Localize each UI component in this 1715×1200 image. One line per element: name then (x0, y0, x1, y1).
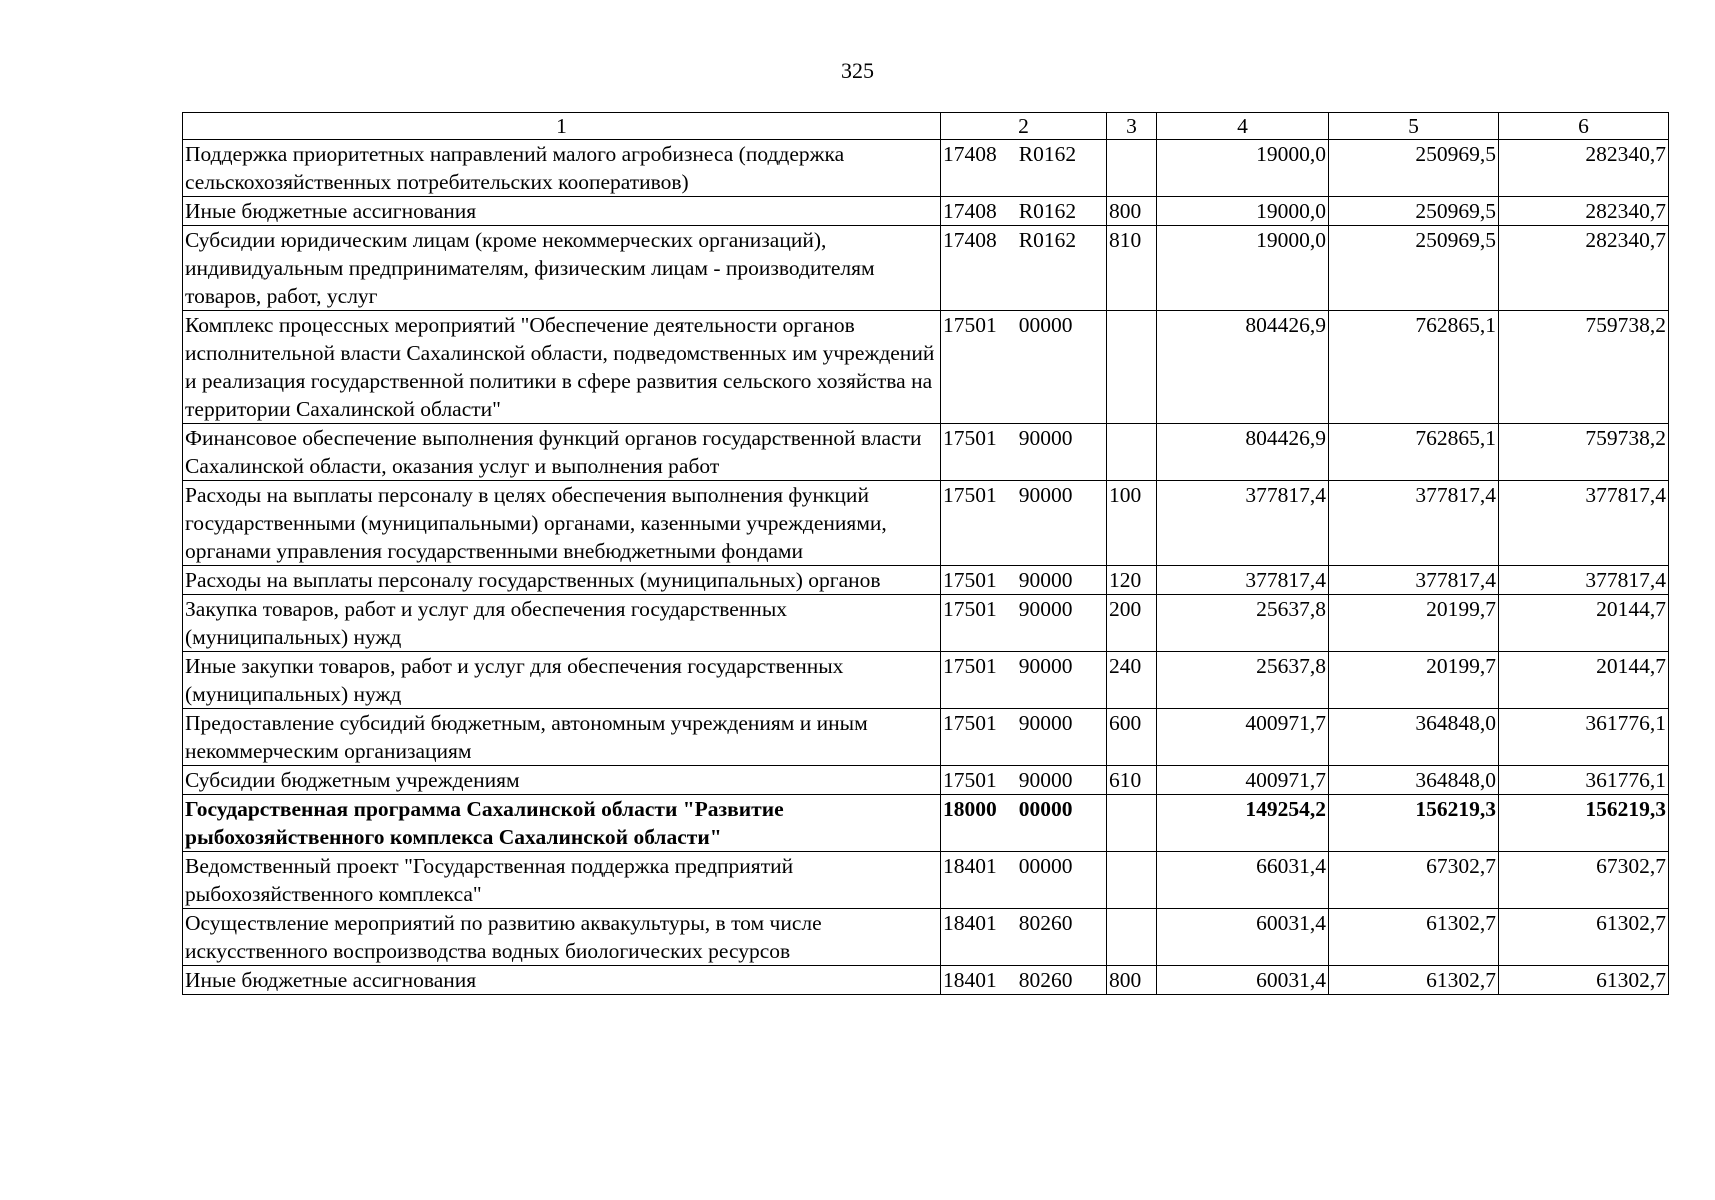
row-value-col4: 25637,8 (1157, 652, 1329, 709)
row-expense-type (1107, 852, 1157, 909)
row-code-direction: 90000 (1018, 711, 1073, 735)
row-value-col5: 61302,7 (1329, 966, 1499, 995)
header-col-1: 1 (183, 113, 941, 140)
table-row (183, 595, 1669, 652)
table-header (183, 113, 1669, 140)
row-code (941, 709, 1107, 766)
row-name: Предоставление субсидий бюджетным, автономным учреждениям и иным некоммерческим организациям (183, 709, 941, 766)
row-expense-type (1107, 311, 1157, 424)
header-col-6: 6 (1499, 113, 1669, 140)
row-expense-type (1107, 909, 1157, 966)
row-name: Субсидии бюджетным учреждениям (183, 766, 941, 795)
row-code-program: 17408 (943, 142, 997, 166)
row-value-col5: 250969,5 (1329, 197, 1499, 226)
row-value-col6: 282340,7 (1499, 140, 1669, 197)
row-value-col4: 377817,4 (1157, 481, 1329, 566)
row-value-col4: 60031,4 (1157, 966, 1329, 995)
row-expense-type (1107, 795, 1157, 852)
row-code (941, 481, 1107, 566)
table-row (183, 652, 1669, 709)
table-row (183, 852, 1669, 909)
row-code-program: 18000 (943, 797, 997, 821)
row-code-direction: 90000 (1018, 597, 1073, 621)
row-code-program: 17501 (943, 426, 997, 450)
row-name: Расходы на выплаты персоналу в целях обеспечения выполнения функций государственными (муниципальными) органами, казенными учреждениями, органами управления государственными внебюджетными фондами (183, 481, 941, 566)
row-code-program: 18401 (943, 911, 997, 935)
header-row (183, 113, 1669, 140)
row-value-col5: 762865,1 (1329, 424, 1499, 481)
row-code (941, 311, 1107, 424)
row-code (941, 766, 1107, 795)
row-code-program: 18401 (943, 968, 997, 992)
row-code-direction: 00000 (1018, 854, 1073, 878)
row-code-direction: 90000 (1018, 654, 1073, 678)
row-expense-type: 240 (1107, 652, 1157, 709)
header-col-4: 4 (1157, 113, 1329, 140)
row-expense-type: 120 (1107, 566, 1157, 595)
row-expense-type (1107, 424, 1157, 481)
row-code-direction: R0162 (1018, 142, 1077, 166)
row-value-col4: 25637,8 (1157, 595, 1329, 652)
row-name: Иные закупки товаров, работ и услуг для обеспечения государственных (муниципальных) нужд (183, 652, 941, 709)
row-code-direction: 00000 (1018, 313, 1073, 337)
row-expense-type: 800 (1107, 966, 1157, 995)
row-code-direction: R0162 (1018, 199, 1077, 223)
row-value-col6: 759738,2 (1499, 424, 1669, 481)
table-row (183, 197, 1669, 226)
row-code (941, 795, 1107, 852)
row-expense-type: 800 (1107, 197, 1157, 226)
row-value-col4: 19000,0 (1157, 140, 1329, 197)
table-row (183, 766, 1669, 795)
row-code-program: 17408 (943, 228, 997, 252)
row-name: Финансовое обеспечение выполнения функций органов государственной власти Сахалинской области, оказания услуг и выполнения работ (183, 424, 941, 481)
row-value-col6: 156219,3 (1499, 795, 1669, 852)
row-name: Иные бюджетные ассигнования (183, 966, 941, 995)
row-name: Ведомственный проект "Государственная поддержка предприятий рыбохозяйственного комплекса" (183, 852, 941, 909)
row-expense-type: 200 (1107, 595, 1157, 652)
row-value-col6: 282340,7 (1499, 197, 1669, 226)
row-code-program: 18401 (943, 854, 997, 878)
row-code-direction: 90000 (1018, 426, 1073, 450)
header-col-2: 2 (941, 113, 1107, 140)
row-code-program: 17501 (943, 483, 997, 507)
row-value-col6: 61302,7 (1499, 966, 1669, 995)
table-row (183, 566, 1669, 595)
row-expense-type: 600 (1107, 709, 1157, 766)
row-value-col6: 361776,1 (1499, 709, 1669, 766)
row-value-col5: 156219,3 (1329, 795, 1499, 852)
row-name: Комплекс процессных мероприятий "Обеспечение деятельности органов исполнительной власти Сахалинской области, подведомственных им учреждений и реализация государственной политики в сфере развития сельского хозяйства на территории Сахалинской области" (183, 311, 941, 424)
row-code-program: 17501 (943, 597, 997, 621)
table-row (183, 424, 1669, 481)
row-code (941, 197, 1107, 226)
table-body (183, 140, 1669, 995)
row-value-col4: 149254,2 (1157, 795, 1329, 852)
row-code-direction: 80260 (1018, 968, 1073, 992)
row-value-col4: 66031,4 (1157, 852, 1329, 909)
row-value-col4: 377817,4 (1157, 566, 1329, 595)
table-row (183, 966, 1669, 995)
row-expense-type: 610 (1107, 766, 1157, 795)
row-value-col4: 400971,7 (1157, 709, 1329, 766)
row-code (941, 566, 1107, 595)
row-name: Государственная программа Сахалинской области "Развитие рыбохозяйственного комплекса Сахалинской области" (183, 795, 941, 852)
row-expense-type (1107, 140, 1157, 197)
row-name: Поддержка приоритетных направлений малого агробизнеса (поддержка сельскохозяйственных потребительских кооперативов) (183, 140, 941, 197)
table-row (183, 226, 1669, 311)
row-value-col6: 377817,4 (1499, 481, 1669, 566)
table-row (183, 481, 1669, 566)
row-value-col6: 20144,7 (1499, 595, 1669, 652)
table-row (183, 140, 1669, 197)
row-value-col6: 361776,1 (1499, 766, 1669, 795)
row-code-program: 17501 (943, 711, 997, 735)
row-value-col5: 762865,1 (1329, 311, 1499, 424)
row-code-direction: 80260 (1018, 911, 1073, 935)
row-name: Субсидии юридическим лицам (кроме некоммерческих организаций), индивидуальным предпринимателям, физическим лицам - производителям товаров, работ, услуг (183, 226, 941, 311)
table-row (183, 311, 1669, 424)
page-number: 325 (841, 58, 874, 83)
row-code (941, 966, 1107, 995)
row-value-col4: 804426,9 (1157, 424, 1329, 481)
row-value-col6: 282340,7 (1499, 226, 1669, 311)
row-expense-type: 810 (1107, 226, 1157, 311)
row-value-col6: 20144,7 (1499, 652, 1669, 709)
row-value-col5: 377817,4 (1329, 566, 1499, 595)
row-code (941, 909, 1107, 966)
row-code (941, 652, 1107, 709)
row-name: Расходы на выплаты персоналу государственных (муниципальных) органов (183, 566, 941, 595)
row-value-col6: 759738,2 (1499, 311, 1669, 424)
row-code-program: 17501 (943, 568, 997, 592)
header-col-5: 5 (1329, 113, 1499, 140)
row-name: Закупка товаров, работ и услуг для обеспечения государственных (муниципальных) нужд (183, 595, 941, 652)
row-value-col4: 60031,4 (1157, 909, 1329, 966)
row-code-program: 17408 (943, 199, 997, 223)
row-code (941, 226, 1107, 311)
row-value-col6: 377817,4 (1499, 566, 1669, 595)
row-code-direction: 00000 (1018, 797, 1073, 821)
row-code-direction: 90000 (1018, 768, 1073, 792)
row-code-direction: 90000 (1018, 483, 1073, 507)
row-code (941, 424, 1107, 481)
row-value-col4: 19000,0 (1157, 226, 1329, 311)
row-value-col6: 61302,7 (1499, 909, 1669, 966)
row-value-col4: 19000,0 (1157, 197, 1329, 226)
row-code-program: 17501 (943, 768, 997, 792)
table-row (183, 709, 1669, 766)
row-name: Осуществление мероприятий по развитию аквакультуры, в том числе искусственного воспроизводства водных биологических ресурсов (183, 909, 941, 966)
row-value-col5: 20199,7 (1329, 652, 1499, 709)
row-code-direction: R0162 (1018, 228, 1077, 252)
table-row (183, 795, 1669, 852)
row-value-col5: 364848,0 (1329, 766, 1499, 795)
row-value-col6: 67302,7 (1499, 852, 1669, 909)
row-value-col5: 250969,5 (1329, 140, 1499, 197)
row-code-direction: 90000 (1018, 568, 1073, 592)
table-row (183, 909, 1669, 966)
header-col-3: 3 (1107, 113, 1157, 140)
row-name: Иные бюджетные ассигнования (183, 197, 941, 226)
budget-table (182, 112, 1669, 995)
row-value-col5: 20199,7 (1329, 595, 1499, 652)
row-value-col5: 364848,0 (1329, 709, 1499, 766)
row-code (941, 595, 1107, 652)
row-value-col5: 67302,7 (1329, 852, 1499, 909)
row-value-col5: 61302,7 (1329, 909, 1499, 966)
row-code-program: 17501 (943, 313, 997, 337)
row-value-col5: 250969,5 (1329, 226, 1499, 311)
row-code (941, 140, 1107, 197)
row-value-col5: 377817,4 (1329, 481, 1499, 566)
row-expense-type: 100 (1107, 481, 1157, 566)
row-value-col4: 400971,7 (1157, 766, 1329, 795)
row-code-program: 17501 (943, 654, 997, 678)
row-value-col4: 804426,9 (1157, 311, 1329, 424)
row-code (941, 852, 1107, 909)
